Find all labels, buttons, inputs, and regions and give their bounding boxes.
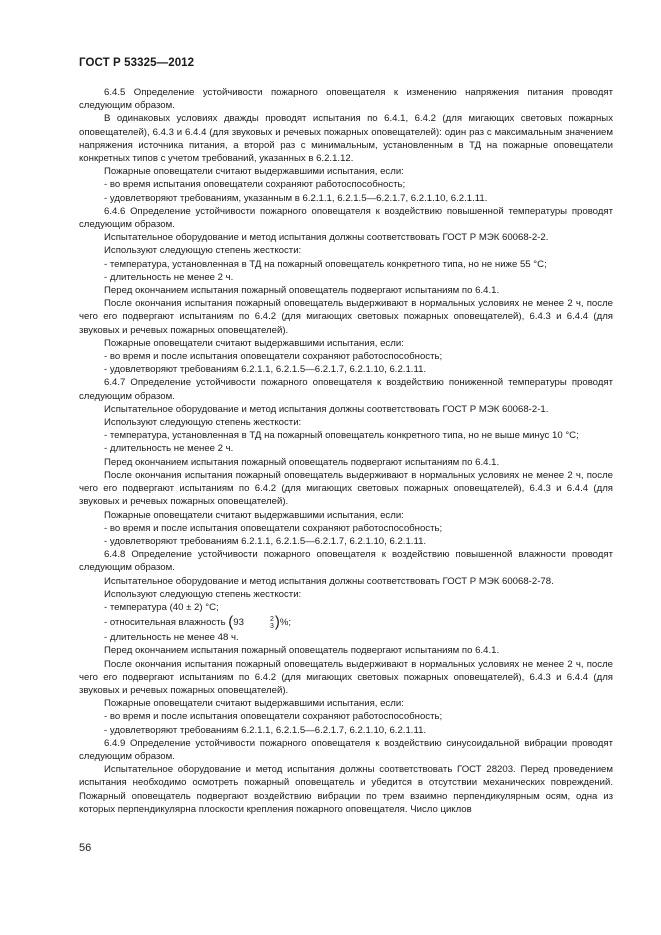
paragraph: Пожарные оповещатели считают выдержавшими испытания, если: (104, 698, 404, 710)
paragraph: - во время и после испытания оповещатели сохраняют работоспособность; (104, 522, 443, 534)
paragraph: В одинаковых условиях дважды проводят испытания по 6.4.1, 6.4.2 (для мигающих световых пожарных оповещателей), 6.4.3 и 6.4.4 (для звуковых и речевых пожарных оповещателей): один раз с максимальным значением напряжения источника питания, а второй раз с минимальным, установленным в ТД на пожарные оповещатели конкретных типов с учетом требований, указанных в 6.2.1.12. (79, 113, 613, 165)
humidity-prefix: - относительная влажность (104, 617, 226, 629)
paragraph: Пожарные оповещатели считают выдержавшими испытания, если: (104, 166, 404, 178)
paragraph: После окончания испытания пожарный оповещатель выдерживают в нормальных условиях не менее 2 ч, после чего его подвергают испытаниям по 6.4.2 (для мигающих световых пожарных оповещателей), 6.4.3 и 6.4.4 (для звуковых и речевых пожарных оповещателей). (79, 298, 613, 336)
paragraph: Пожарные оповещатели считают выдержавшими испытания, если: (104, 337, 404, 349)
body-part-2 (79, 631, 613, 816)
paragraph: 6.4.5 Определение устойчивости пожарного оповещателя к изменению напряжения питания проводят следующим образом. (79, 87, 613, 112)
paragraph: Пожарные оповещатели считают выдержавшими испытания, если: (104, 509, 404, 521)
humidity-base: 93 (233, 617, 244, 629)
paragraph: 6.4.9 Определение устойчивости пожарного оповещателя к воздействию синусоидальной вибрации проводят следующим образом. (79, 737, 613, 762)
paragraph: 6.4.6 Определение устойчивости пожарного оповещателя к воздействию повышенной температуры проводят следующим образом. (79, 205, 613, 231)
humidity-tol-minus: 3 (269, 622, 274, 630)
paragraph: 6.4.8 Определение устойчивости пожарного оповещателя к воздействию повышенной влажности проводят следующим образом. (79, 549, 613, 574)
paragraph: - длительность не менее 48 ч. (104, 632, 239, 644)
paragraph: - температура (40 ± 2) °С; (104, 601, 219, 613)
humidity-suffix: %; (279, 617, 292, 629)
paragraph: 6.4.7 Определение устойчивости пожарного оповещателя к воздействию пониженной температуры проводят следующим образом. (79, 377, 613, 402)
humidity-tol-plus: 2 (269, 615, 274, 623)
paragraph: Перед окончанием испытания пожарный оповещатель подвергают испытаниям по 6.4.1. (104, 456, 500, 468)
paragraph: Испытательное оборудование и метод испытания должны соответствовать ГОСТ Р МЭК 60068-2-78. (104, 575, 554, 587)
body-part-1 (79, 86, 613, 614)
paragraph: - температура, установленная в ТД на пожарный оповещатель конкретного типа, но не выше минус 10 °С; (104, 430, 579, 442)
paragraph: - во время и после испытания оповещатели сохраняют работоспособность; (104, 351, 443, 363)
document-body (79, 86, 613, 816)
paragraph: - удовлетворяют требованиям 6.2.1.1, 6.2.1.5—6.2.1.7, 6.2.1.10, 6.2.1.11. (104, 724, 427, 736)
paragraph: - удовлетворяют требованиям 6.2.1.1, 6.2.1.5—6.2.1.7, 6.2.1.10, 6.2.1.11. (104, 364, 427, 376)
paragraph: - удовлетворяют требованиям 6.2.1.1, 6.2.1.5—6.2.1.7, 6.2.1.10, 6.2.1.11. (104, 535, 427, 547)
paragraph: Испытательное оборудование и метод испытания должны соответствовать ГОСТ 28203. Перед проведением испытания необходимо осмотреть пожарный оповещатель и убедится в отсутствии механических повреждений. Пожарный оповещатель подвергают воздействию вибрации по трем взаимно перпендикулярным осям, одна из которых перпендикулярна плоскости крепления пожарного оповещателя. Число циклов (79, 764, 613, 815)
paragraph: Перед окончанием испытания пожарный оповещатель подвергают испытаниям по 6.4.1. (104, 285, 500, 297)
paragraph: - длительность не менее 2 ч. (104, 443, 234, 455)
paragraph: - во время испытания оповещатели сохраняют работоспособность; (104, 179, 406, 191)
paragraph: После окончания испытания пожарный оповещатель выдерживают в нормальных условиях не менее 2 ч, после чего его подвергают испытаниям по 6.4.2 (для мигающих световых пожарных оповещателей), 6.4.3 и 6.4.4 (для звуковых и речевых пожарных оповещателей). (79, 658, 613, 696)
paragraph: Используют следующую степень жесткости: (104, 588, 302, 600)
humidity-tolerance (245, 616, 274, 630)
paragraph: Используют следующую степень жесткости: (104, 417, 302, 429)
paragraph: - удовлетворяют требованиям, указанным в 6.2.1.1, 6.2.1.5—6.2.1.7, 6.2.1.10, 6.2.1.11. (104, 192, 488, 204)
paragraph: После окончания испытания пожарный оповещатель выдерживают в нормальных условиях не менее 2 ч, после чего его подвергают испытаниям по 6.4.2 (для мигающих световых пожарных оповещателей), 6.4.3 и 6.4.4 (для звуковых и речевых пожарных оповещателей). (79, 469, 613, 508)
paragraph: Используют следующую степень жесткости: (104, 245, 302, 257)
paragraph: Перед окончанием испытания пожарный оповещатель подвергают испытаниям по 6.4.1. (104, 645, 500, 657)
page-number: 56 (79, 842, 92, 854)
paragraph: Испытательное оборудование и метод испытания должны соответствовать ГОСТ Р МЭК 60068-2-2. (104, 232, 549, 244)
paragraph: - температура, установленная в ТД на пожарный оповещатель конкретного типа, но не ниже 55 °С; (104, 258, 547, 270)
document-header: ГОСТ Р 53325—2012 (79, 57, 195, 69)
paragraph: Испытательное оборудование и метод испытания должны соответствовать ГОСТ Р МЭК 60068-2-1. (104, 403, 549, 415)
humidity-line: - относительная влажность (93 2 3 )%; (104, 613, 292, 631)
paragraph: - во время и после испытания оповещатели сохраняют работоспособность; (104, 711, 443, 723)
paragraph: - длительность не менее 2 ч. (104, 271, 234, 283)
